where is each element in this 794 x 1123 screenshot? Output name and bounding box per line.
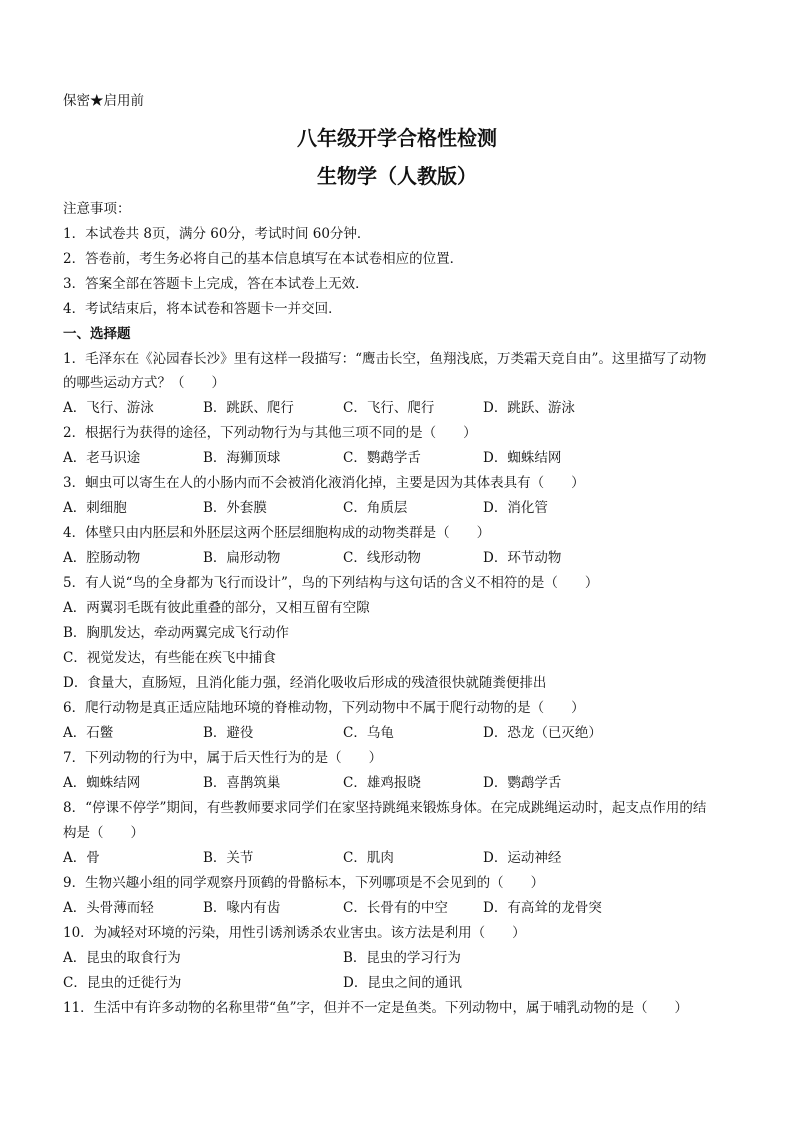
- option-d: D．鹦鹉学舌: [483, 775, 562, 791]
- option-d: D．恐龙（已灭绝）: [483, 725, 602, 741]
- option-b: B．扁形动物: [203, 550, 281, 566]
- option-b: B．避役: [203, 725, 254, 741]
- question-stem: 10．为减轻对环境的污染，用性引诱剂诱杀农业害虫。该方法是利用（ ）: [63, 925, 526, 941]
- option-a: A．头骨薄而轻: [63, 900, 154, 916]
- option-b: B．跳跃、爬行: [203, 400, 294, 416]
- question-stem: 6．爬行动物是真正适应陆地环境的脊椎动物，下列动物中不属于爬行动物的是（ ）: [63, 700, 585, 716]
- option-c: C．乌龟: [343, 725, 394, 741]
- option-a: A．刺细胞: [63, 500, 127, 516]
- option-b: B．外套膜: [203, 500, 267, 516]
- option-c: C．飞行、爬行: [343, 400, 435, 416]
- question-stem: 4．体壁只由内胚层和外胚层这两个胚层细胞构成的动物类群是（ ）: [63, 525, 491, 541]
- option-b: B．昆虫的学习行为: [343, 950, 461, 966]
- option-c: C．角质层: [343, 500, 408, 516]
- option-b: B．关节: [203, 850, 254, 866]
- option-b: B．海狮顶球: [203, 450, 281, 466]
- section-heading: 一、选择题: [63, 326, 131, 342]
- option-a: A．两翼羽毛既有彼此重叠的部分，又相互留有空隙: [63, 600, 370, 616]
- notes-heading: 注意事项：: [63, 201, 131, 217]
- option-a: A．石鳖: [63, 725, 114, 741]
- note-item: 4．考试结束后，将本试卷和答题卡一并交回．: [63, 301, 342, 317]
- option-a: A．飞行、游泳: [63, 400, 154, 416]
- option-c: C．长骨有的中空: [343, 900, 448, 916]
- exam-subtitle: 生物学（人教版）: [317, 164, 477, 188]
- option-c: C．视觉发达，有些能在疾飞中捕食: [63, 650, 276, 666]
- exam-title: 八年级开学合格性检测: [297, 126, 497, 150]
- question-stem: 7．下列动物的行为中，属于后天性行为的是（ ）: [63, 750, 383, 766]
- option-d: D．有高耸的龙骨突: [483, 900, 602, 916]
- option-c: C．肌肉: [343, 850, 394, 866]
- option-d: D．蜘蛛结网: [483, 450, 562, 466]
- option-d: D．食量大，直肠短，且消化能力强，经消化吸收后形成的残渣很快就随粪便排出: [63, 675, 547, 691]
- option-a: A．老马识途: [63, 450, 141, 466]
- question-stem: 5．有人说“鸟的全身都为飞行而设计”，鸟的下列结构与这句话的含义不相符的是（ ）: [63, 575, 599, 591]
- question-stem: 2．根据行为获得的途径，下列动物行为与其他三项不同的是（ ）: [63, 425, 477, 441]
- option-d: D．昆虫之间的通讯: [343, 975, 462, 991]
- question-stem: 1．毛泽东在《沁园春长沙》里有这样一段描写：“鹰击长空，鱼翔浅底，万类霜天竞自由”。这里描写了动物: [63, 351, 707, 367]
- question-stem: 11．生活中有许多动物的名称里带“鱼”字，但并不一定是鱼类。下列动物中，属于哺乳动物的是（ ）: [63, 1000, 688, 1016]
- note-item: 1．本试卷共 8页，满分 60分，考试时间 60分钟．: [63, 226, 371, 242]
- question-stem: 的哪些运动方式？（ ）: [63, 375, 225, 391]
- option-d: D．运动神经: [483, 850, 562, 866]
- option-c: C．雄鸡报晓: [343, 775, 421, 791]
- question-stem: 9．生物兴趣小组的同学观察丹顶鹤的骨骼标本，下列哪项是不会见到的（ ）: [63, 875, 545, 891]
- note-item: 3．答案全部在答题卡上完成，答在本试卷上无效．: [63, 276, 369, 292]
- option-a: A．腔肠动物: [63, 550, 141, 566]
- option-d: D．环节动物: [483, 550, 562, 566]
- note-item: 2．答卷前，考生务必将自己的基本信息填写在本试卷相应的位置．: [63, 251, 464, 267]
- option-b: B．喙内有齿: [203, 900, 281, 916]
- option-a: A．昆虫的取食行为: [63, 950, 181, 966]
- option-d: D．消化管: [483, 500, 548, 516]
- option-c: C．线形动物: [343, 550, 421, 566]
- option-b: B．胸肌发达，牵动两翼完成飞行动作: [63, 625, 289, 641]
- option-c: C．鹦鹉学舌: [343, 450, 421, 466]
- option-d: D．跳跃、游泳: [483, 400, 575, 416]
- question-stem: 8．“停课不停学”期间，有些教师要求同学们在家坚持跳绳来锻炼身体。在完成跳绳运动时，起支点作用的结: [63, 800, 707, 816]
- option-c: C．昆虫的迁徙行为: [63, 975, 182, 991]
- question-stem: 构是（ ）: [63, 825, 144, 841]
- question-stem: 3．蛔虫可以寄生在人的小肠内而不会被消化液消化掉，主要是因为其体表具有（ ）: [63, 475, 585, 491]
- option-b: B．喜鹊筑巢: [203, 775, 281, 791]
- option-a: A．蜘蛛结网: [63, 775, 141, 791]
- option-a: A．骨: [63, 850, 100, 866]
- confidential-label: 保密★启用前: [63, 93, 144, 109]
